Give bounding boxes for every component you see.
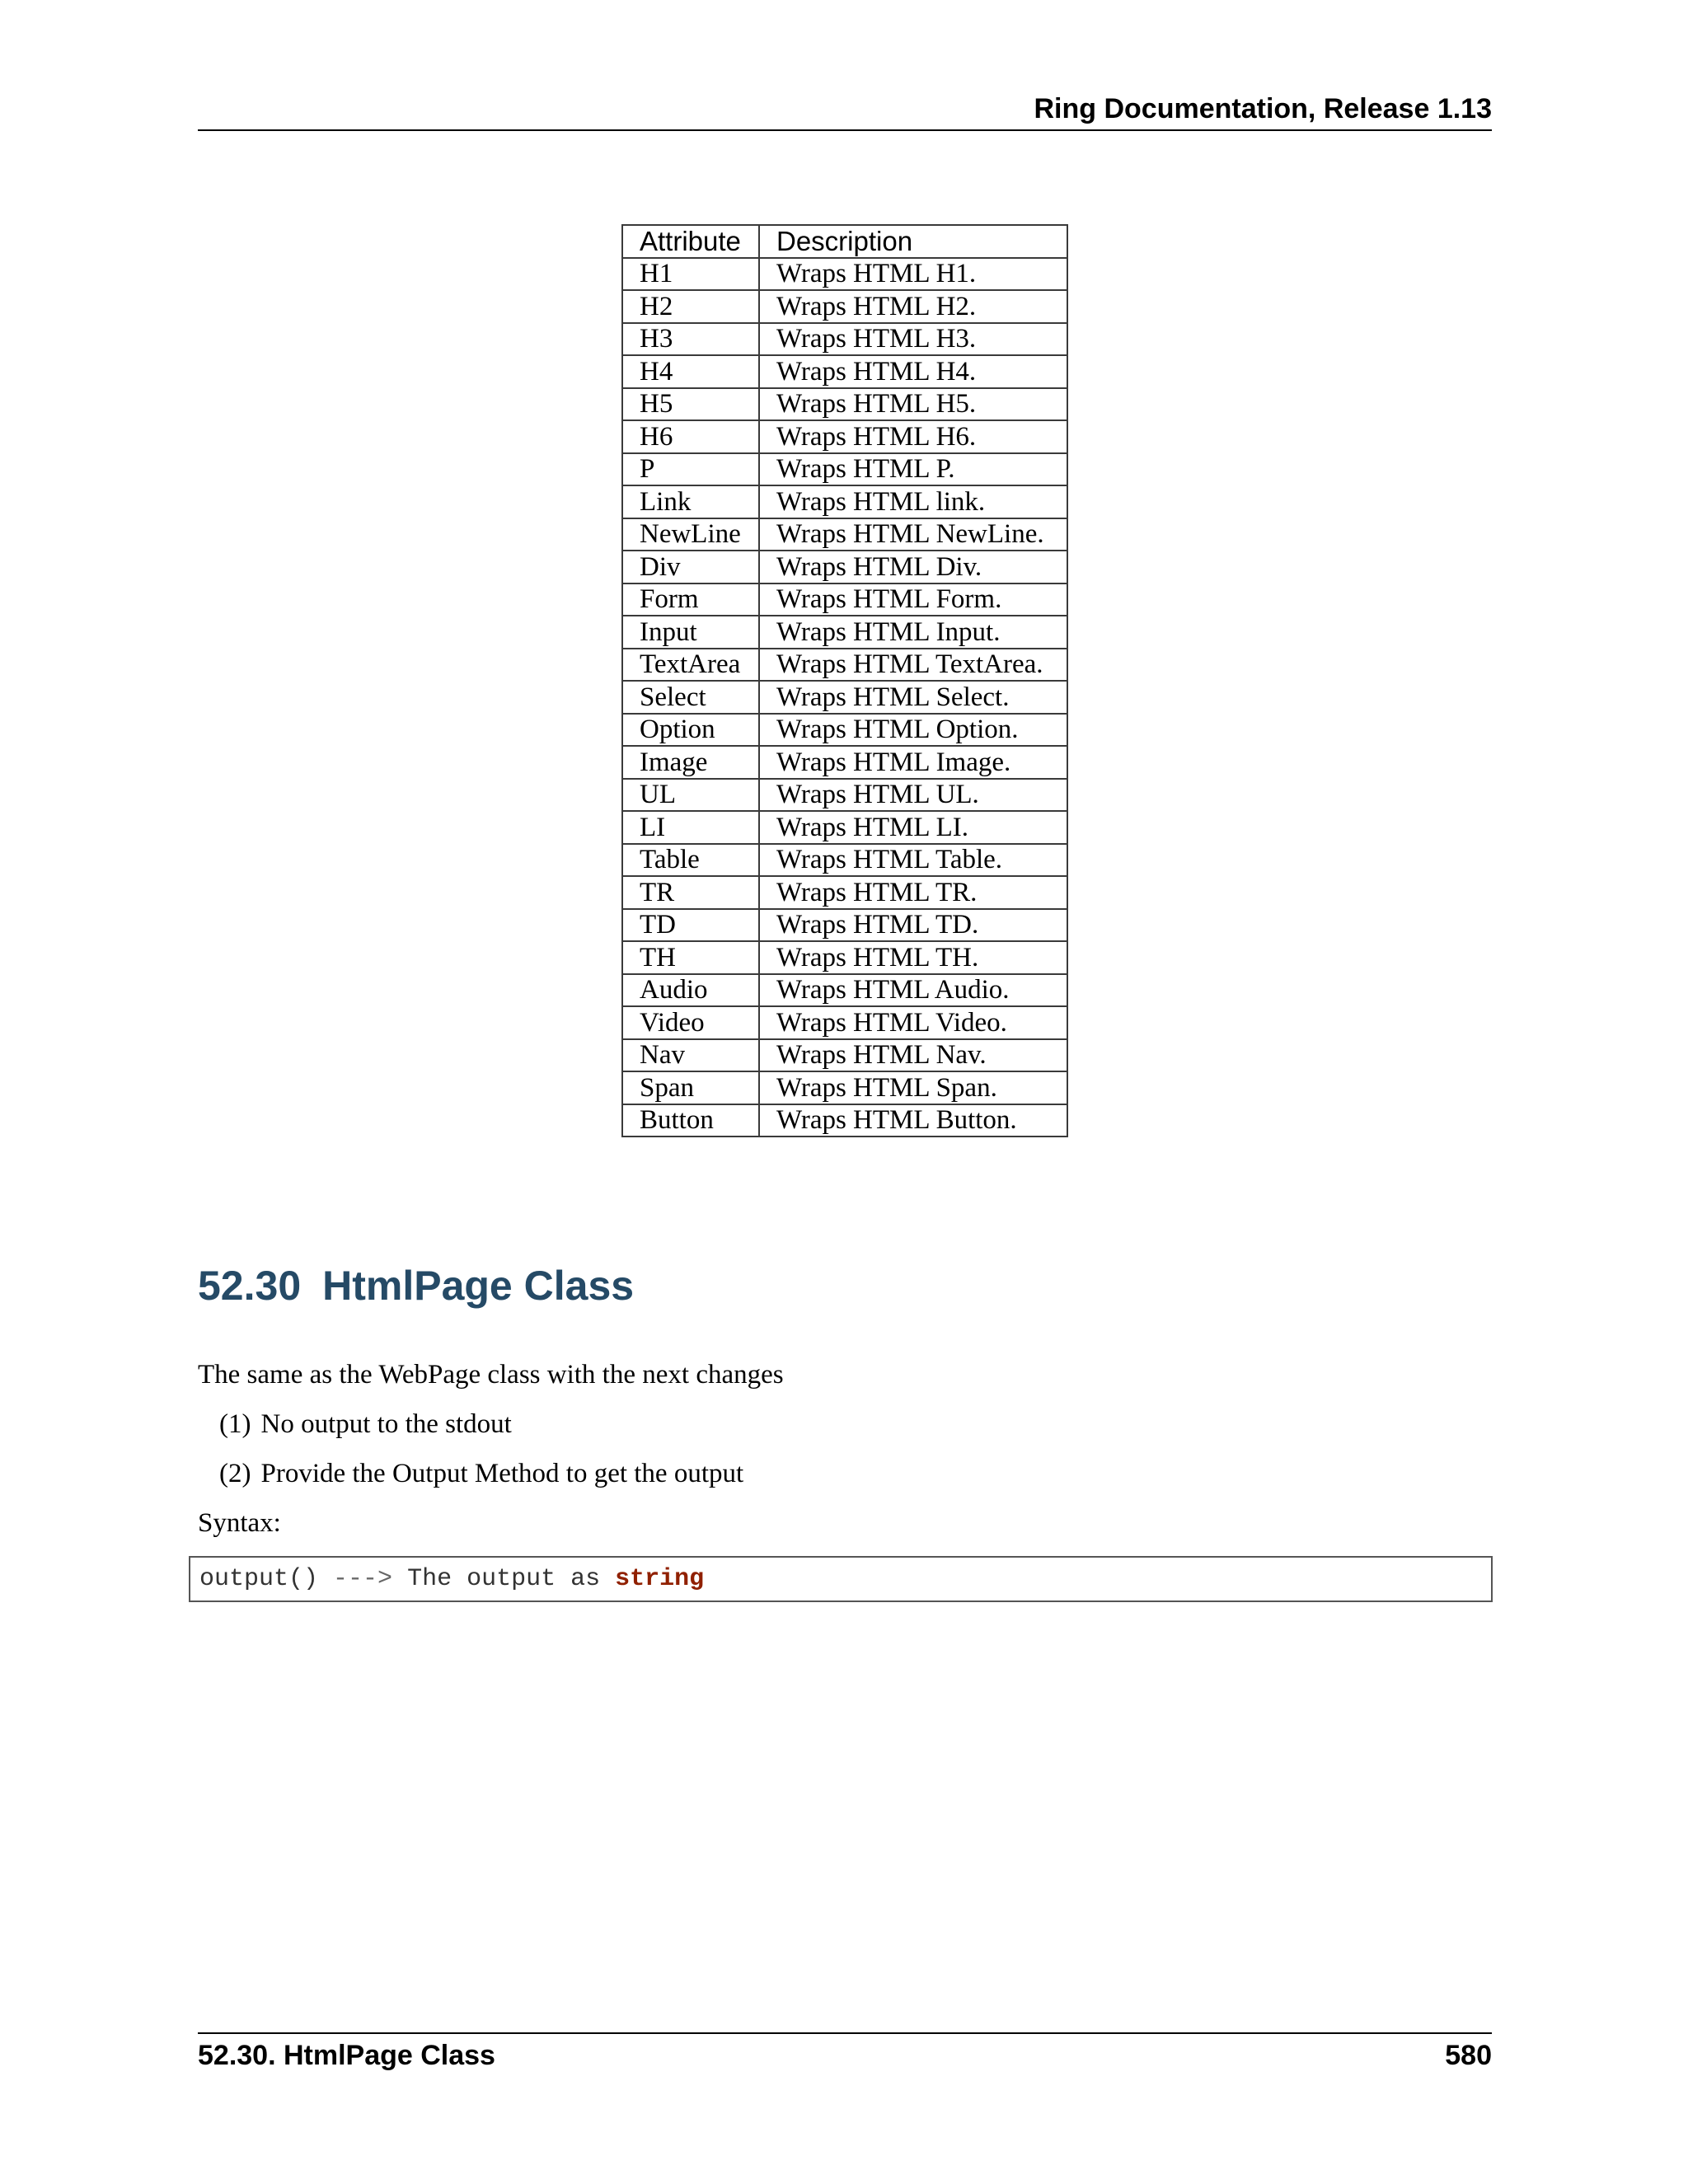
table-row	[622, 551, 1067, 583]
description-cell: Wraps HTML TR.	[759, 876, 1067, 909]
table-row	[622, 1104, 1067, 1137]
description-cell: Wraps HTML TH.	[759, 941, 1067, 974]
description-cell: Wraps HTML Audio.	[759, 974, 1067, 1007]
description-cell: Wraps HTML TD.	[759, 909, 1067, 942]
description-cell: Wraps HTML P.	[759, 453, 1067, 486]
description-cell: Wraps HTML Nav.	[759, 1039, 1067, 1072]
list-item	[219, 1457, 743, 1490]
code-arrow: --->	[333, 1565, 393, 1593]
table-row	[622, 941, 1067, 974]
attribute-cell: UL	[622, 779, 759, 812]
table-row	[622, 453, 1067, 486]
list-item	[219, 1408, 512, 1441]
attribute-cell: Option	[622, 714, 759, 747]
table-row	[622, 909, 1067, 942]
attribute-cell: TD	[622, 909, 759, 942]
column-header-description: Description	[759, 225, 1067, 258]
description-cell: Wraps HTML H2.	[759, 290, 1067, 323]
description-cell: Wraps HTML Div.	[759, 551, 1067, 583]
code-keyword: string	[615, 1565, 705, 1593]
description-cell: Wraps HTML H4.	[759, 355, 1067, 388]
attribute-cell: TH	[622, 941, 759, 974]
description-cell: Wraps HTML H3.	[759, 323, 1067, 356]
footer-rule	[198, 2032, 1492, 2034]
table-row	[622, 518, 1067, 551]
code-block	[189, 1556, 1493, 1602]
table-header-row	[622, 225, 1067, 258]
table-row	[622, 649, 1067, 682]
code-text: The output as	[407, 1565, 601, 1593]
table-row	[622, 779, 1067, 812]
table-row	[622, 844, 1067, 877]
attribute-cell: Form	[622, 583, 759, 616]
description-cell: Wraps HTML link.	[759, 485, 1067, 518]
list-item-number: (1)	[219, 1409, 251, 1439]
list-item-number: (2)	[219, 1459, 251, 1488]
description-cell: Wraps HTML Input.	[759, 616, 1067, 649]
description-cell: Wraps HTML H6.	[759, 420, 1067, 453]
attribute-cell: Audio	[622, 974, 759, 1007]
table-row	[622, 583, 1067, 616]
attribute-cell: Button	[622, 1104, 759, 1137]
list-item-text: No output to the stdout	[260, 1409, 512, 1439]
attribute-cell: P	[622, 453, 759, 486]
section-title: HtmlPage Class	[322, 1263, 635, 1309]
attribute-cell: Span	[622, 1071, 759, 1104]
table-row	[622, 1039, 1067, 1072]
attribute-table	[621, 224, 1068, 1137]
page-number: 580	[1445, 2040, 1492, 2071]
description-cell: Wraps HTML Span.	[759, 1071, 1067, 1104]
list-item-text: Provide the Output Method to get the output	[260, 1459, 744, 1488]
attribute-cell: Image	[622, 746, 759, 779]
description-cell: Wraps HTML Table.	[759, 844, 1067, 877]
intro-paragraph: The same as the WebPage class with the next changes	[198, 1360, 784, 1390]
attribute-cell: LI	[622, 811, 759, 844]
section-number: 52.30	[198, 1263, 302, 1309]
table-row	[622, 323, 1067, 356]
attribute-cell: TextArea	[622, 649, 759, 682]
description-cell: Wraps HTML H5.	[759, 388, 1067, 421]
code-call: output()	[199, 1565, 319, 1593]
table-row	[622, 616, 1067, 649]
description-cell: Wraps HTML Image.	[759, 746, 1067, 779]
table-row	[622, 355, 1067, 388]
table-row	[622, 746, 1067, 779]
attribute-cell: Link	[622, 485, 759, 518]
table-row	[622, 876, 1067, 909]
attribute-cell: H1	[622, 258, 759, 291]
running-header: Ring Documentation, Release 1.13	[1034, 93, 1492, 124]
syntax-label: Syntax:	[198, 1508, 281, 1538]
attribute-cell: Table	[622, 844, 759, 877]
attribute-cell: Div	[622, 551, 759, 583]
section-heading	[198, 1261, 634, 1310]
description-cell: Wraps HTML NewLine.	[759, 518, 1067, 551]
attribute-cell: NewLine	[622, 518, 759, 551]
table-row	[622, 420, 1067, 453]
attribute-cell: Nav	[622, 1039, 759, 1072]
footer-section: 52.30. HtmlPage Class	[198, 2040, 495, 2071]
description-cell: Wraps HTML H1.	[759, 258, 1067, 291]
attribute-cell: Video	[622, 1006, 759, 1039]
description-cell: Wraps HTML Button.	[759, 1104, 1067, 1137]
column-header-attribute: Attribute	[622, 225, 759, 258]
table-row	[622, 290, 1067, 323]
attribute-cell: H4	[622, 355, 759, 388]
description-cell: Wraps HTML Option.	[759, 714, 1067, 747]
attribute-cell: TR	[622, 876, 759, 909]
table-row	[622, 388, 1067, 421]
table-row	[622, 258, 1067, 291]
table-row	[622, 1071, 1067, 1104]
table-row	[622, 811, 1067, 844]
description-cell: Wraps HTML Video.	[759, 1006, 1067, 1039]
attribute-cell: H3	[622, 323, 759, 356]
description-cell: Wraps HTML Select.	[759, 681, 1067, 714]
attribute-cell: H6	[622, 420, 759, 453]
attribute-cell: Select	[622, 681, 759, 714]
table-row	[622, 974, 1067, 1007]
table-row	[622, 485, 1067, 518]
attribute-cell: Input	[622, 616, 759, 649]
table-row	[622, 1006, 1067, 1039]
table-row	[622, 714, 1067, 747]
description-cell: Wraps HTML TextArea.	[759, 649, 1067, 682]
description-cell: Wraps HTML Form.	[759, 583, 1067, 616]
attribute-cell: H5	[622, 388, 759, 421]
description-cell: Wraps HTML LI.	[759, 811, 1067, 844]
attribute-cell: H2	[622, 290, 759, 323]
table-row	[622, 681, 1067, 714]
header-rule	[198, 129, 1492, 131]
description-cell: Wraps HTML UL.	[759, 779, 1067, 812]
